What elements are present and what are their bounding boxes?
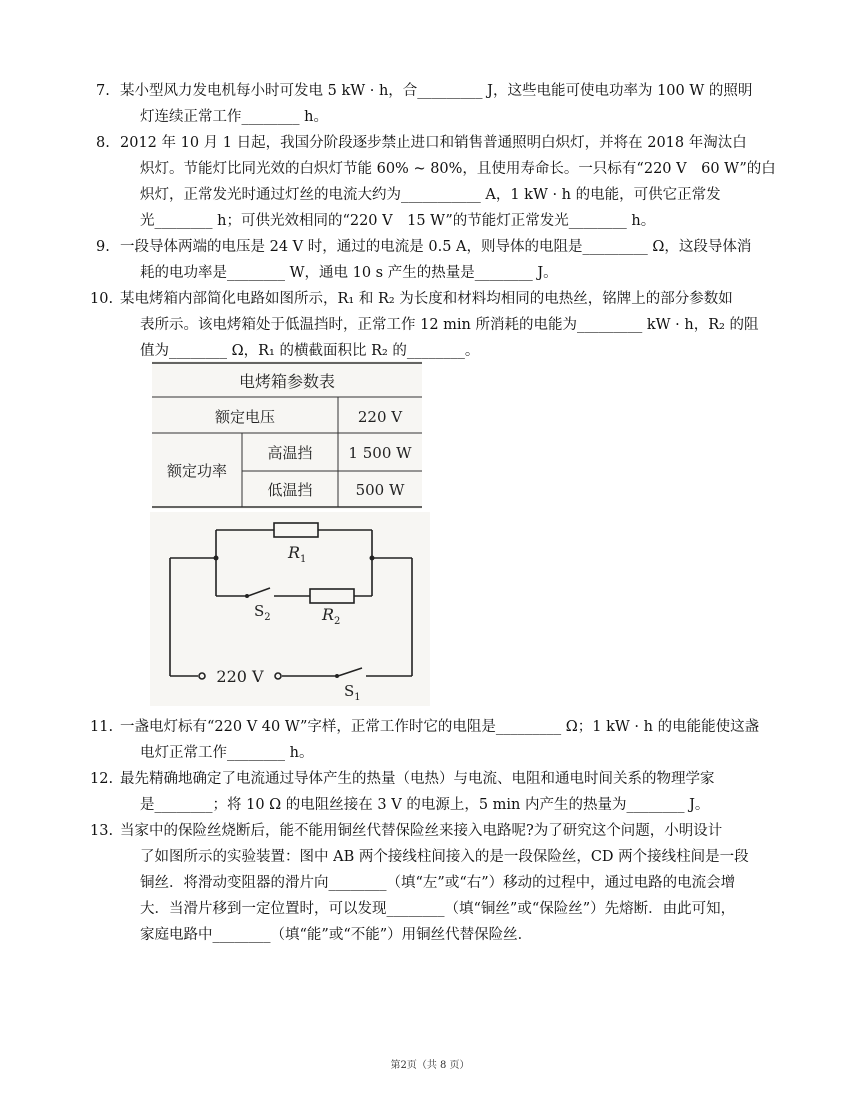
label-power-source: 220 V	[216, 667, 264, 686]
question-line: 炽灯，正常发光时通过灯丝的电流大约为___________ A，1 kW · h 的电能，可供它正常发	[140, 187, 721, 203]
question-line: 了如图所示的实验装置：图中 AB 两个接线柱间接入的是一段保险丝，CD 两个接线柱间是一段	[140, 849, 749, 865]
question-line: 一盏电灯标有“220 V 40 W”字样，正常工作时它的电阻是_________ Ω；1 kW · h 的电能能使这盏	[120, 719, 760, 735]
label-s2: $S_2$	[254, 602, 271, 623]
resistor-r2	[310, 589, 354, 603]
question-line: 某小型风力发电机每小时可发电 5 kW · h，合_________ J，这些电能可使电功率为 100 W 的照明	[120, 83, 753, 99]
question-line: 炽灯。节能灯比同光效的白炽灯节能 60% ~ 80%，且使用寿命长。一只标有“220 V 60 W”的白	[140, 161, 776, 177]
rated-voltage-label: 额定电压	[214, 408, 276, 426]
rated-power-label: 额定功率	[166, 462, 228, 480]
page-footer: 第2页（共 8 页）	[390, 1060, 470, 1071]
question-number: 13.	[90, 823, 114, 839]
question-line: 一段导体两端的电压是 24 V 时，通过的电流是 0.5 A，则导体的电阻是_________ Ω，这段导体消	[120, 239, 752, 255]
question-number: 8.	[96, 135, 110, 151]
question-line: 当家中的保险丝烧断后，能不能用铜丝代替保险丝来接入电路呢?为了研究这个问题，小明设计	[120, 823, 723, 839]
question-line: 灯连续正常工作________ h。	[140, 109, 328, 125]
question-line: 值为________ Ω，R₁ 的横截面积比 R₂ 的________。	[140, 343, 480, 359]
question-line: 2012 年 10 月 1 日起，我国分阶段逐步禁止进口和销售普通照明白炽灯，并将在 2018 年淘汰白	[120, 135, 747, 151]
question-line: 电灯正常工作________ h。	[140, 745, 314, 761]
question-number: 7.	[96, 83, 110, 99]
high-gear-value: 1 500 W	[348, 444, 412, 462]
question-line: 大．当滑片移到一定位置时，可以发现________（填“铜丝”或“保险丝”）先熔断．由此可知，	[140, 901, 736, 917]
oven-parameter-table	[152, 361, 422, 509]
resistor-r1	[274, 523, 318, 537]
question-line: 某电烤箱内部简化电路如图所示，R₁ 和 R₂ 为长度和材料均相同的电热丝，铭牌上的部分参数如	[120, 291, 733, 307]
question-line: 家庭电路中________（填“能”或“不能”）用铜丝代替保险丝．	[140, 927, 533, 943]
question-line: 耗的电功率是________ W，通电 10 s 产生的热量是________ J。	[140, 265, 558, 281]
high-gear-label: 高温挡	[267, 444, 313, 462]
question-line: 最先精确地确定了电流通过导体产生的热量（电热）与电流、电阻和通电时间关系的物理学家	[120, 771, 715, 787]
question-line: 铜丝．将滑动变阻器的滑片向________（填“左”或“右”）移动的过程中，通过电路的电流会增	[140, 875, 736, 891]
question-10	[90, 286, 760, 364]
low-gear-value: 500 W	[355, 481, 405, 499]
question-7	[96, 78, 760, 130]
question-line: 光________ h；可供光效相同的“220 V 15 W”的节能灯正常发光________ h。	[140, 213, 656, 229]
label-r1: $R_1$	[288, 543, 307, 565]
label-s1: $S_1$	[344, 682, 361, 703]
question-number: 10.	[90, 291, 114, 307]
label-r2: $R_2$	[322, 605, 341, 627]
question-8	[96, 130, 776, 234]
question-12	[90, 766, 760, 818]
question-line: 是________；将 10 Ω 的电阻丝接在 3 V 的电源上，5 min 内产生的热量为________ J。	[140, 797, 710, 813]
question-line: 表所示。该电烤箱处于低温挡时，正常工作 12 min 所消耗的电能为_________ kW · h，R₂ 的阻	[140, 317, 759, 333]
question-number: 11.	[90, 719, 114, 735]
question-13	[90, 818, 760, 948]
low-gear-label: 低温挡	[267, 481, 313, 499]
oven-circuit-diagram	[150, 512, 430, 706]
question-number: 12.	[90, 771, 114, 787]
table-title: 电烤箱参数表	[238, 372, 336, 391]
rated-voltage-value: 220 V	[357, 408, 403, 426]
question-9	[96, 234, 760, 286]
question-number: 9.	[96, 239, 110, 255]
question-11	[90, 714, 760, 766]
